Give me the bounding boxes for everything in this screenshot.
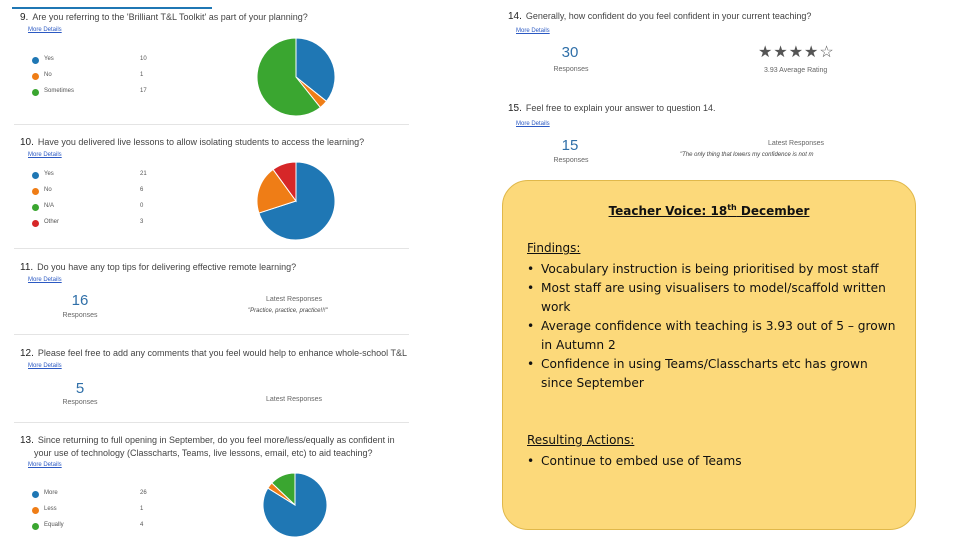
legend-label: Yes — [44, 171, 54, 177]
legend-label: No — [44, 72, 52, 78]
legend-count: 6 — [140, 187, 144, 193]
separator — [14, 124, 409, 125]
findings-heading: Findings: — [527, 241, 581, 255]
separator — [14, 334, 409, 335]
q12-latest-label: Latest Responses — [266, 396, 323, 403]
q15-title: 15. Feel free to explain your answer to question 14. — [508, 103, 716, 114]
top-accent-line — [12, 7, 212, 9]
findings-list — [527, 260, 897, 393]
legend-swatch — [32, 73, 39, 80]
legend-swatch — [32, 523, 39, 530]
q12-more-details-link[interactable]: More Details — [28, 363, 62, 369]
q15-latest-response: "The only thing that lowers my confidence is not m — [680, 152, 814, 158]
finding-item: • Vocabulary instruction is being prioritised by most staff — [527, 260, 897, 279]
action-item: • Continue to embed use of Teams — [527, 452, 897, 471]
q9-pie-chart — [256, 37, 336, 117]
q14-title: 14. Generally, how confident do you feel confident in your current teaching? — [508, 11, 812, 22]
legend-label: Other — [44, 219, 60, 225]
q14-responses-label: Responses — [553, 66, 589, 73]
q12-title: 12. Please feel free to add any comments that you feel would help to enhance whole-school T&L — [20, 348, 407, 359]
legend-swatch — [32, 491, 39, 498]
q14-response-count: 30 — [561, 44, 579, 61]
q9-title: 9. Are you referring to the 'Brilliant T&L Toolkit' as part of your planning? — [20, 12, 308, 23]
q10-pie-chart — [256, 161, 336, 241]
q13-title-line2: your use of technology (Classcharts, Teams, live lessons, email, etc) to aid teaching? — [34, 448, 373, 458]
legend-swatch — [32, 204, 39, 211]
q10-title: 10. Have you delivered live lessons to allow isolating students to access the learning? — [20, 137, 365, 148]
legend-count: 4 — [140, 522, 144, 528]
legend-label: Sometimes — [44, 88, 75, 94]
legend-label: Yes — [44, 56, 54, 62]
q12-responses-label: Responses — [62, 399, 98, 406]
legend-count: 26 — [140, 490, 147, 496]
actions-heading: Resulting Actions: — [527, 433, 635, 447]
legend-count: 10 — [140, 56, 147, 62]
legend-label: N/A — [44, 203, 55, 209]
q9-more-details-link[interactable]: More Details — [28, 27, 62, 33]
finding-item: • Confidence in using Teams/Classcharts etc has grown since September — [527, 355, 897, 393]
q11-latest-response: "Practice, practice, practice!!!" — [248, 308, 328, 314]
q11-more-details-link[interactable]: More Details — [28, 277, 62, 283]
legend-swatch — [32, 89, 39, 96]
legend-label: More — [44, 490, 58, 496]
q13-title-line1: 13. Since returning to full opening in September, do you feel more/less/equally as confident in — [20, 435, 395, 446]
q14-rating-label: 3.93 Average Rating — [764, 67, 828, 74]
legend-swatch — [32, 188, 39, 195]
q11-responses-label: Responses — [62, 312, 98, 319]
legend-count: 1 — [140, 506, 144, 512]
separator — [14, 422, 409, 423]
findings-callout — [502, 180, 916, 530]
legend-swatch — [32, 507, 39, 514]
q11-title: 11. Do you have any top tips for delivering effective remote learning? — [20, 262, 297, 273]
q11-response-count: 16 — [71, 292, 89, 309]
legend-count: 0 — [140, 203, 144, 209]
legend-label: Equally — [44, 522, 64, 528]
q15-responses-label: Responses — [553, 157, 589, 164]
q13-pie-chart — [262, 472, 328, 538]
legend-count: 21 — [140, 171, 147, 177]
q14-more-details-link[interactable]: More Details — [516, 28, 550, 34]
q15-more-details-link[interactable]: More Details — [516, 121, 550, 127]
legend-count: 3 — [140, 219, 144, 225]
q15-response-count: 15 — [561, 137, 579, 154]
q15-latest-label: Latest Responses — [768, 140, 825, 147]
q12-response-count: 5 — [75, 380, 85, 397]
finding-item: • Most staff are using visualisers to model/scaffold written work — [527, 279, 897, 317]
legend-swatch — [32, 57, 39, 64]
q11-latest-label: Latest Responses — [266, 296, 323, 303]
legend-count: 1 — [140, 72, 144, 78]
finding-item: • Average confidence with teaching is 3.93 out of 5 – grown in Autumn 2 — [527, 317, 897, 355]
legend-swatch — [32, 220, 39, 227]
q13-more-details-link[interactable]: More Details — [28, 462, 62, 468]
legend-label: No — [44, 187, 52, 193]
separator — [14, 248, 409, 249]
q14-star-rating: ★★★★☆ — [758, 44, 835, 61]
callout-title: Teacher Voice: 18th December — [608, 203, 810, 218]
legend-label: Less — [44, 506, 57, 512]
actions-list — [527, 452, 897, 471]
legend-swatch — [32, 172, 39, 179]
q10-more-details-link[interactable]: More Details — [28, 152, 62, 158]
legend-count: 17 — [140, 88, 147, 94]
